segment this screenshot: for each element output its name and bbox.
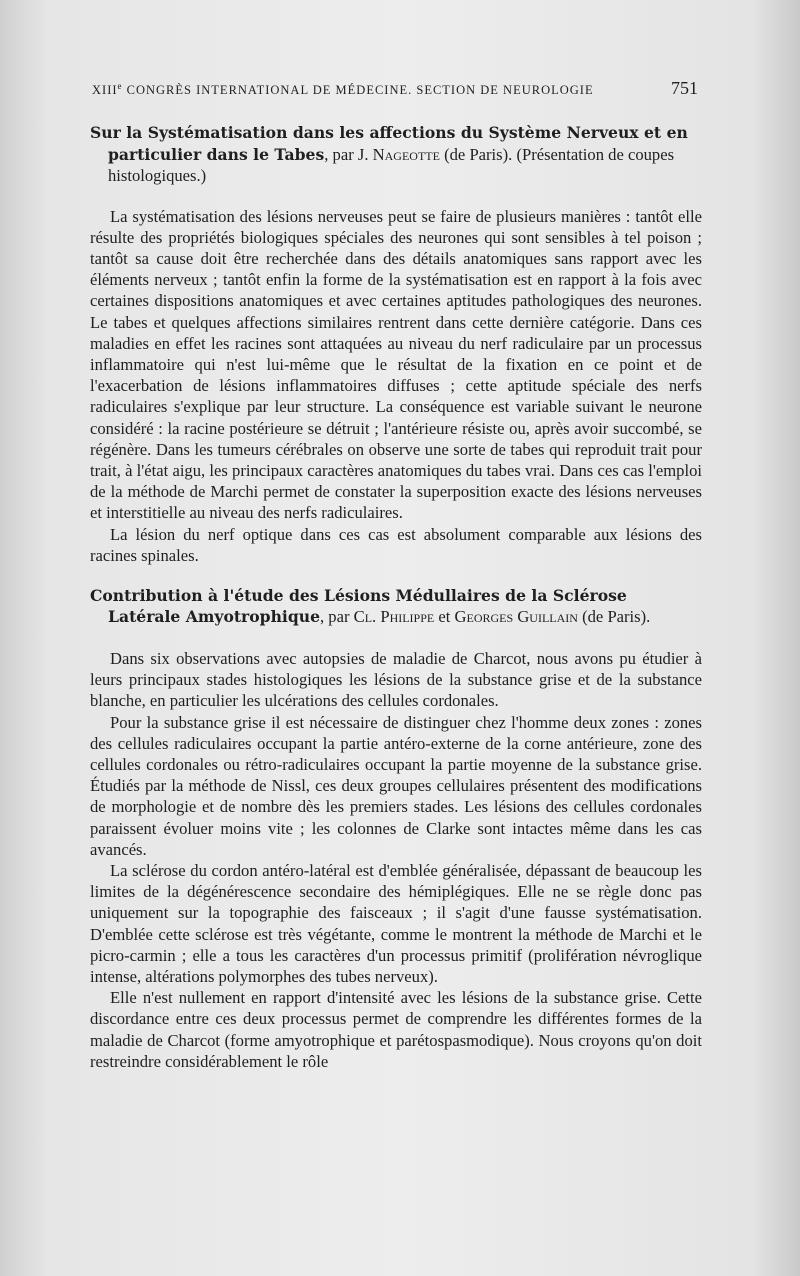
author-name: Cl. Philippe xyxy=(353,607,435,627)
running-head-title: XIIIe CONGRÈS INTERNATIONAL DE MÉDECINE. SECTION DE NEUROLOGIE xyxy=(92,80,594,97)
article-sclerose-laterale xyxy=(90,585,702,1072)
article-body xyxy=(90,648,702,1072)
paragraph: Elle n'est nullement en rapport d'intensité avec les lésions de la substance grise. Cette discordance entre ces deux processus permet de comprendre les différentes formes de la maladie de Charcot (forme amyotrophique et parétospasmodique). Nous croyons qu'on doit restreindre considérablement le rôle xyxy=(90,988,702,1071)
paragraph: La systématisation des lésions nerveuses peut se faire de plusieurs manières : tantôt elle résulte des propriétés biologiques spéciales des neurones qui sont sensibles à tel poison ; tantôt sa cause doit être recherchée dans des détails anatomiques sans rapport avec les éléments nerveux ; tantôt enfin la forme de la systématisation est en rapport à la fois avec certaines dispositions anatomiques et avec certaines aptitudes pathologiques des neurones. Le tabes et quelques affections similaires rentrent dans cette dernière catégorie. Dans ces maladies en effet les racines sont attaquées au niveau du nerf radiculaire par un processus inflammatoire qui n'est lui-même que le résultat de la fixation en ce point et de l'exacerbation de lésions inflammatoires diffuses ; cette aptitude spéciale des nerfs radiculaires s'explique par leur structure. La conséquence est variable suivant le neurone considéré : la racine postérieure se détruit ; l'antérieure résiste ou, après avoir succombé, se régénère. Dans les tumeurs cérébrales on observe une sorte de tabes qui reproduit trait pour trait, à l'état aigu, les principaux caractères anatomiques du tabes vrai. Dans ces cas l'emploi de la méthode de Marchi permet de constater la superposition exacte des lésions nerveuses et interstitielle au niveau des nerfs radiculaires. xyxy=(90,206,702,523)
running-head xyxy=(92,78,698,99)
article-systematisation xyxy=(90,122,702,566)
article-heading: Sur la Systématisation dans les affections du Système Nerveux et en particulier dans le Tabes, par J. Nageotte (de Paris). (Présentation de coupes histologiques.) xyxy=(90,123,688,185)
paragraph: La sclérose du cordon antéro-latéral est d'emblée généralisée, dépassant de beaucoup les limites de la dégénérescence secondaire des hémiplégiques. Elle ne se règle donc pas uniquement sur la topographie des faisceaux ; il s'agit d'une fausse systématisation. D'emblée cette sclérose est très végétante, comme le montrent la méthode de Marchi et le picro-carmin ; elle a tous les caractères d'un processus primitif (prolifération névroglique intense, altérations polymorphes des tubes nerveux). xyxy=(90,860,702,986)
page-number: 751 xyxy=(671,78,698,98)
article-body xyxy=(90,206,702,566)
article-title: Sur la Systématisation dans les affections du Système Nerveux et en particulier dans le Tabes xyxy=(90,123,688,164)
article-title: Contribution à l'étude des Lésions Médullaires de la Sclérose Latérale Amyotrophique xyxy=(90,585,627,627)
paragraph: Pour la substance grise il est nécessaire de distinguer chez l'homme deux zones : zones des cellules radiculaires occupant la partie antéro-externe de la corne antérieure, zone des cellules cordonales ou rétro-radiculaires occupant la partie moyenne de la substance grise. Étudiés par la méthode de Nissl, ces deux groupes cellulaires présentent des modifications de morphologie et de nombre dès les premiers stades. Les lésions des cellules cordonales paraissent évoluer moins vite ; les colonnes de Clarke sont intactes même dans les cas avancés. xyxy=(90,712,702,859)
paragraph: La lésion du nerf optique dans ces cas est absolument comparable aux lésions des racines spinales. xyxy=(90,524,702,565)
author-name: Nageotte xyxy=(372,144,440,164)
article-heading: Contribution à l'étude des Lésions Médullaires de la Sclérose Latérale Amyotrophique, par Cl. Philippe et Georges Guillain (de Paris). xyxy=(90,585,651,627)
page-content xyxy=(90,122,702,1072)
paragraph: Dans six observations avec autopsies de maladie de Charcot, nous avons pu étudier à leurs principaux stades histologiques les lésions de la substance grise et de la substance blanche, en particulier les ulcérations des cellules cordonales. xyxy=(90,648,702,711)
author-name: Georges Guillain xyxy=(454,607,578,627)
